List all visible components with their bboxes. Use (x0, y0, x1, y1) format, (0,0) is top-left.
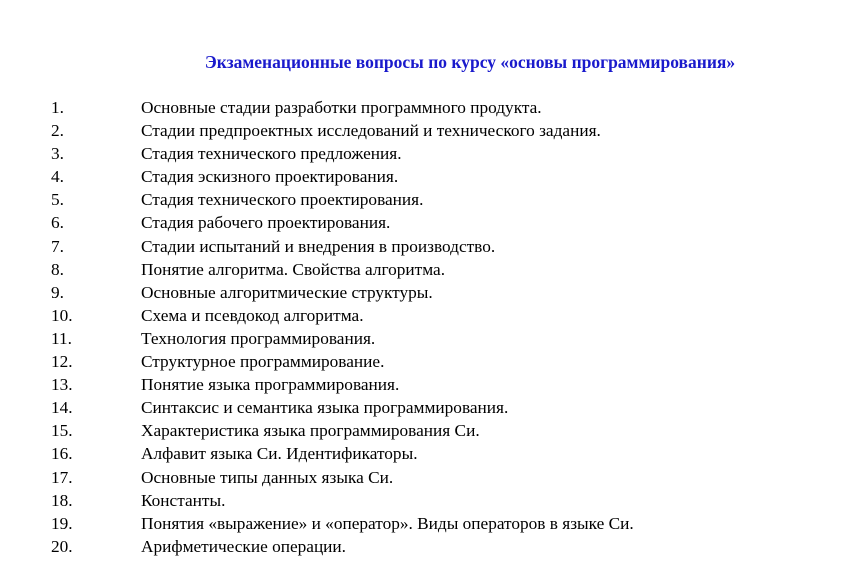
question-item (0, 374, 854, 397)
question-item (0, 120, 854, 143)
question-item (0, 351, 854, 374)
question-text: Алфавит языка Си. Идентификаторы. (141, 444, 418, 464)
question-number: 20. (51, 536, 73, 556)
question-text: Стадии предпроектных исследований и технического задания. (141, 121, 601, 141)
question-item (0, 513, 854, 536)
question-item (0, 397, 854, 420)
question-number: 6. (51, 213, 64, 233)
question-number: 16. (51, 444, 73, 464)
question-text: Понятия «выражение» и «оператор». Виды операторов в языке Си. (141, 513, 634, 533)
question-text: Арифметические операции. (141, 536, 347, 556)
question-item (0, 189, 854, 212)
question-text: Понятие алгоритма. Свойства алгоритма. (141, 259, 446, 279)
question-number: 5. (51, 190, 64, 210)
question-item (0, 166, 854, 189)
question-number: 17. (51, 467, 73, 487)
question-text: Схема и псевдокод алгоритма. (141, 305, 364, 325)
question-text: Стадии испытаний и внедрения в производство. (141, 236, 496, 256)
question-text: Синтаксис и семантика языка программирования. (141, 398, 509, 418)
question-text: Константы. (141, 490, 226, 510)
document-title: Экзаменационные вопросы по курсу «основы программирования» (204, 52, 736, 72)
question-number: 3. (51, 144, 64, 164)
question-item (0, 305, 854, 328)
question-number: 15. (51, 421, 73, 441)
question-number: 8. (51, 259, 64, 279)
question-item (0, 212, 854, 235)
question-number: 9. (51, 282, 64, 302)
question-item (0, 420, 854, 443)
question-item (0, 236, 854, 259)
question-item (0, 259, 854, 282)
question-text: Технология программирования. (141, 328, 376, 348)
question-item (0, 443, 854, 466)
question-item (0, 143, 854, 166)
question-text: Стадия технического предложения. (141, 144, 402, 164)
question-number: 13. (51, 375, 73, 395)
question-number: 2. (51, 121, 64, 141)
question-item (0, 328, 854, 351)
question-item (0, 490, 854, 513)
question-item (0, 97, 854, 120)
question-text: Основные стадии разработки программного продукта. (141, 98, 542, 117)
question-text: Характеристика языка программирования Си. (141, 421, 480, 441)
question-list (0, 97, 854, 559)
question-item (0, 282, 854, 305)
question-item (0, 467, 854, 490)
question-text: Основные типы данных языка Си. (141, 467, 394, 487)
question-number: 19. (51, 513, 73, 533)
question-text: Стадия рабочего проектирования. (141, 213, 391, 233)
question-text: Понятие языка программирования. (141, 375, 400, 395)
question-number: 11. (51, 328, 72, 348)
question-number: 12. (51, 352, 73, 372)
question-number: 7. (51, 236, 64, 256)
question-item (0, 536, 854, 559)
question-number: 18. (51, 490, 73, 510)
question-text: Структурное программирование. (141, 352, 385, 372)
question-number: 1. (51, 98, 64, 117)
question-text: Стадия технического проектирования. (141, 190, 424, 210)
question-number: 10. (51, 305, 73, 325)
question-number: 14. (51, 398, 73, 418)
question-text: Основные алгоритмические структуры. (141, 282, 433, 302)
question-text: Стадия эскизного проектирования. (141, 167, 399, 187)
question-number: 4. (51, 167, 64, 187)
